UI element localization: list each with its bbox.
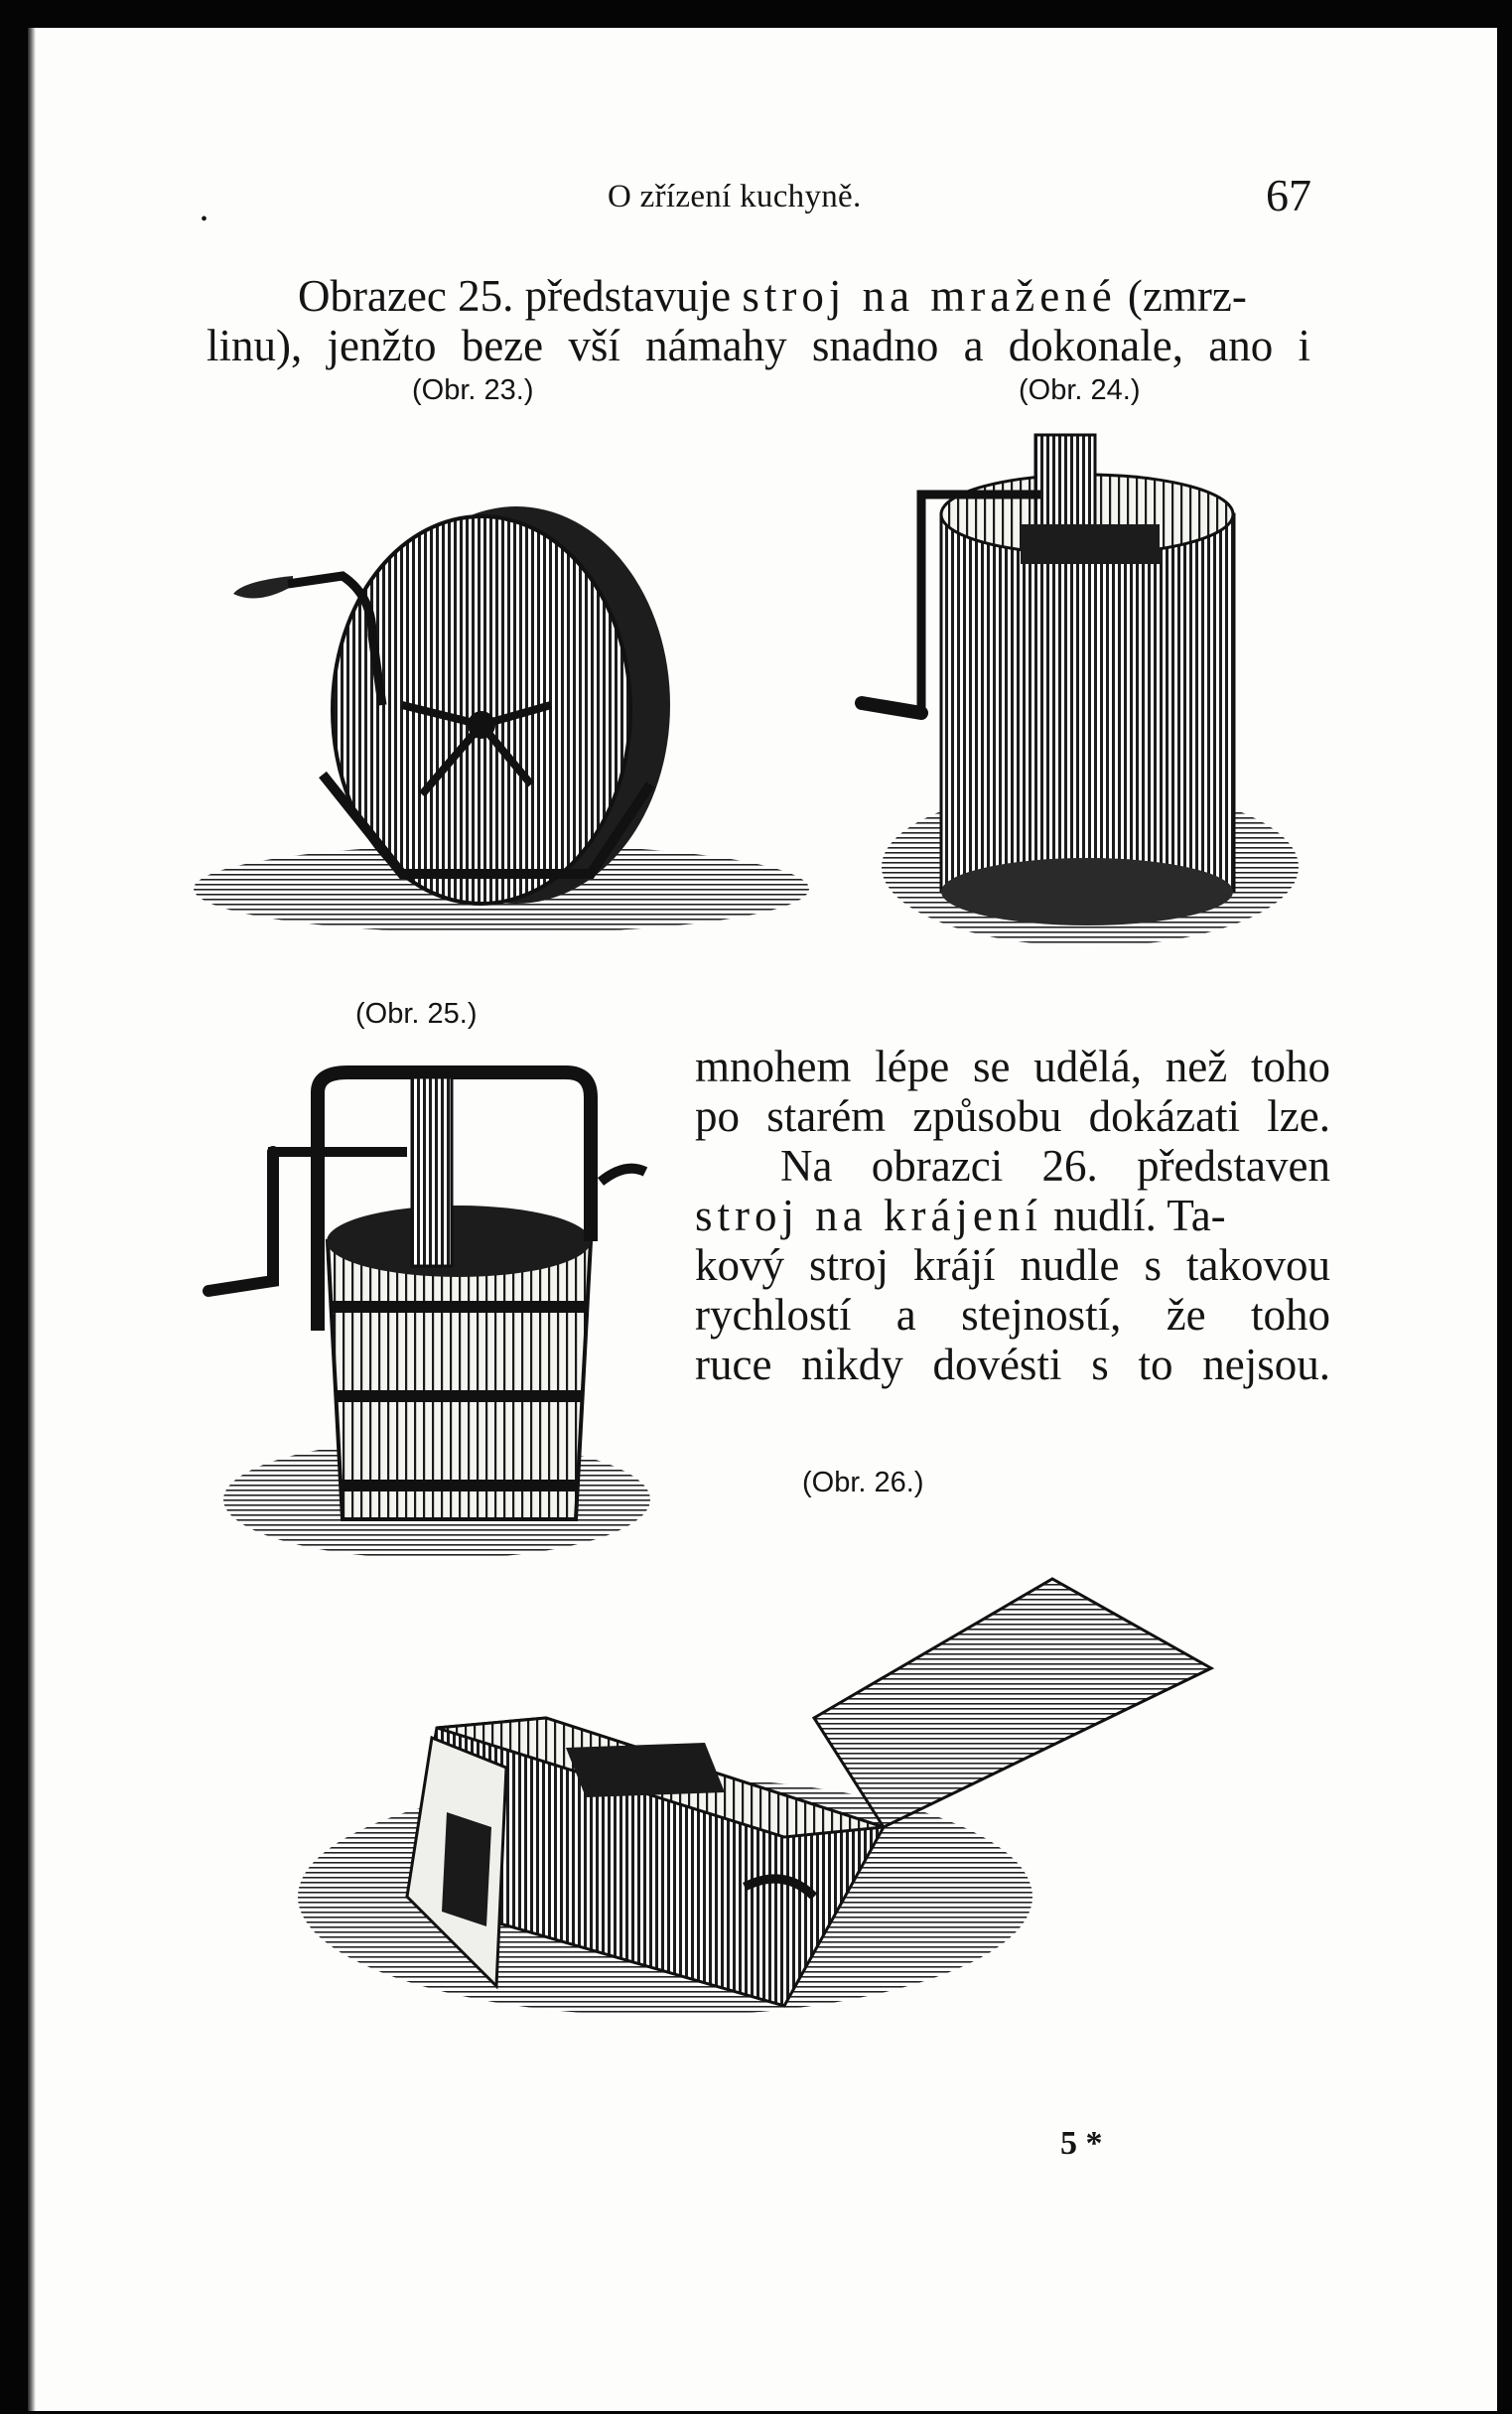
top-paragraph-line-2: linu), jenžto beze vší námahy snadno a dokonale, ano i	[206, 321, 1310, 370]
page-number: 67	[1266, 170, 1311, 220]
text-run: nudlí. Ta-	[1041, 1191, 1226, 1240]
right-paragraph-line-7: ruce nikdy dovésti s to nejsou.	[695, 1340, 1330, 1389]
right-paragraph-line-4	[695, 1190, 1226, 1241]
top-paragraph-line-1	[298, 270, 1247, 322]
spaced-term: stroj na krájení	[695, 1191, 1042, 1240]
caption-fig-24: (Obr. 24.)	[1019, 374, 1141, 406]
figure-25-illustration	[208, 1053, 665, 1569]
right-paragraph-line-5: kový stroj krájí nudle s takovou	[695, 1240, 1330, 1290]
spaced-term: stroj na mražené	[742, 271, 1117, 321]
right-paragraph-line-3: Na obrazci 26. představen	[780, 1141, 1330, 1191]
right-paragraph-line-6: rychlostí a stejností, že toho	[695, 1290, 1330, 1340]
figure-23-illustration	[174, 477, 829, 933]
text-run: (zmrz-	[1116, 271, 1247, 321]
running-title: O zřízení kuchyně.	[608, 179, 862, 214]
right-paragraph-line-2: po starém způsobu dokázati lze.	[695, 1091, 1330, 1141]
text-run: Obrazec 25. představuje	[298, 271, 743, 321]
header-bullet: •	[201, 209, 208, 230]
signature-mark: 5 *	[1060, 2125, 1103, 2162]
figure-26-illustration	[268, 1569, 1221, 2046]
caption-fig-25: (Obr. 25.)	[355, 998, 478, 1030]
caption-fig-26: (Obr. 26.)	[802, 1467, 924, 1498]
page-spine-shadow	[28, 28, 36, 2411]
caption-fig-23: (Obr. 23.)	[412, 374, 534, 406]
figure-24-illustration	[832, 425, 1308, 991]
right-paragraph-line-1: mnohem lépe se udělá, než toho	[695, 1042, 1330, 1091]
